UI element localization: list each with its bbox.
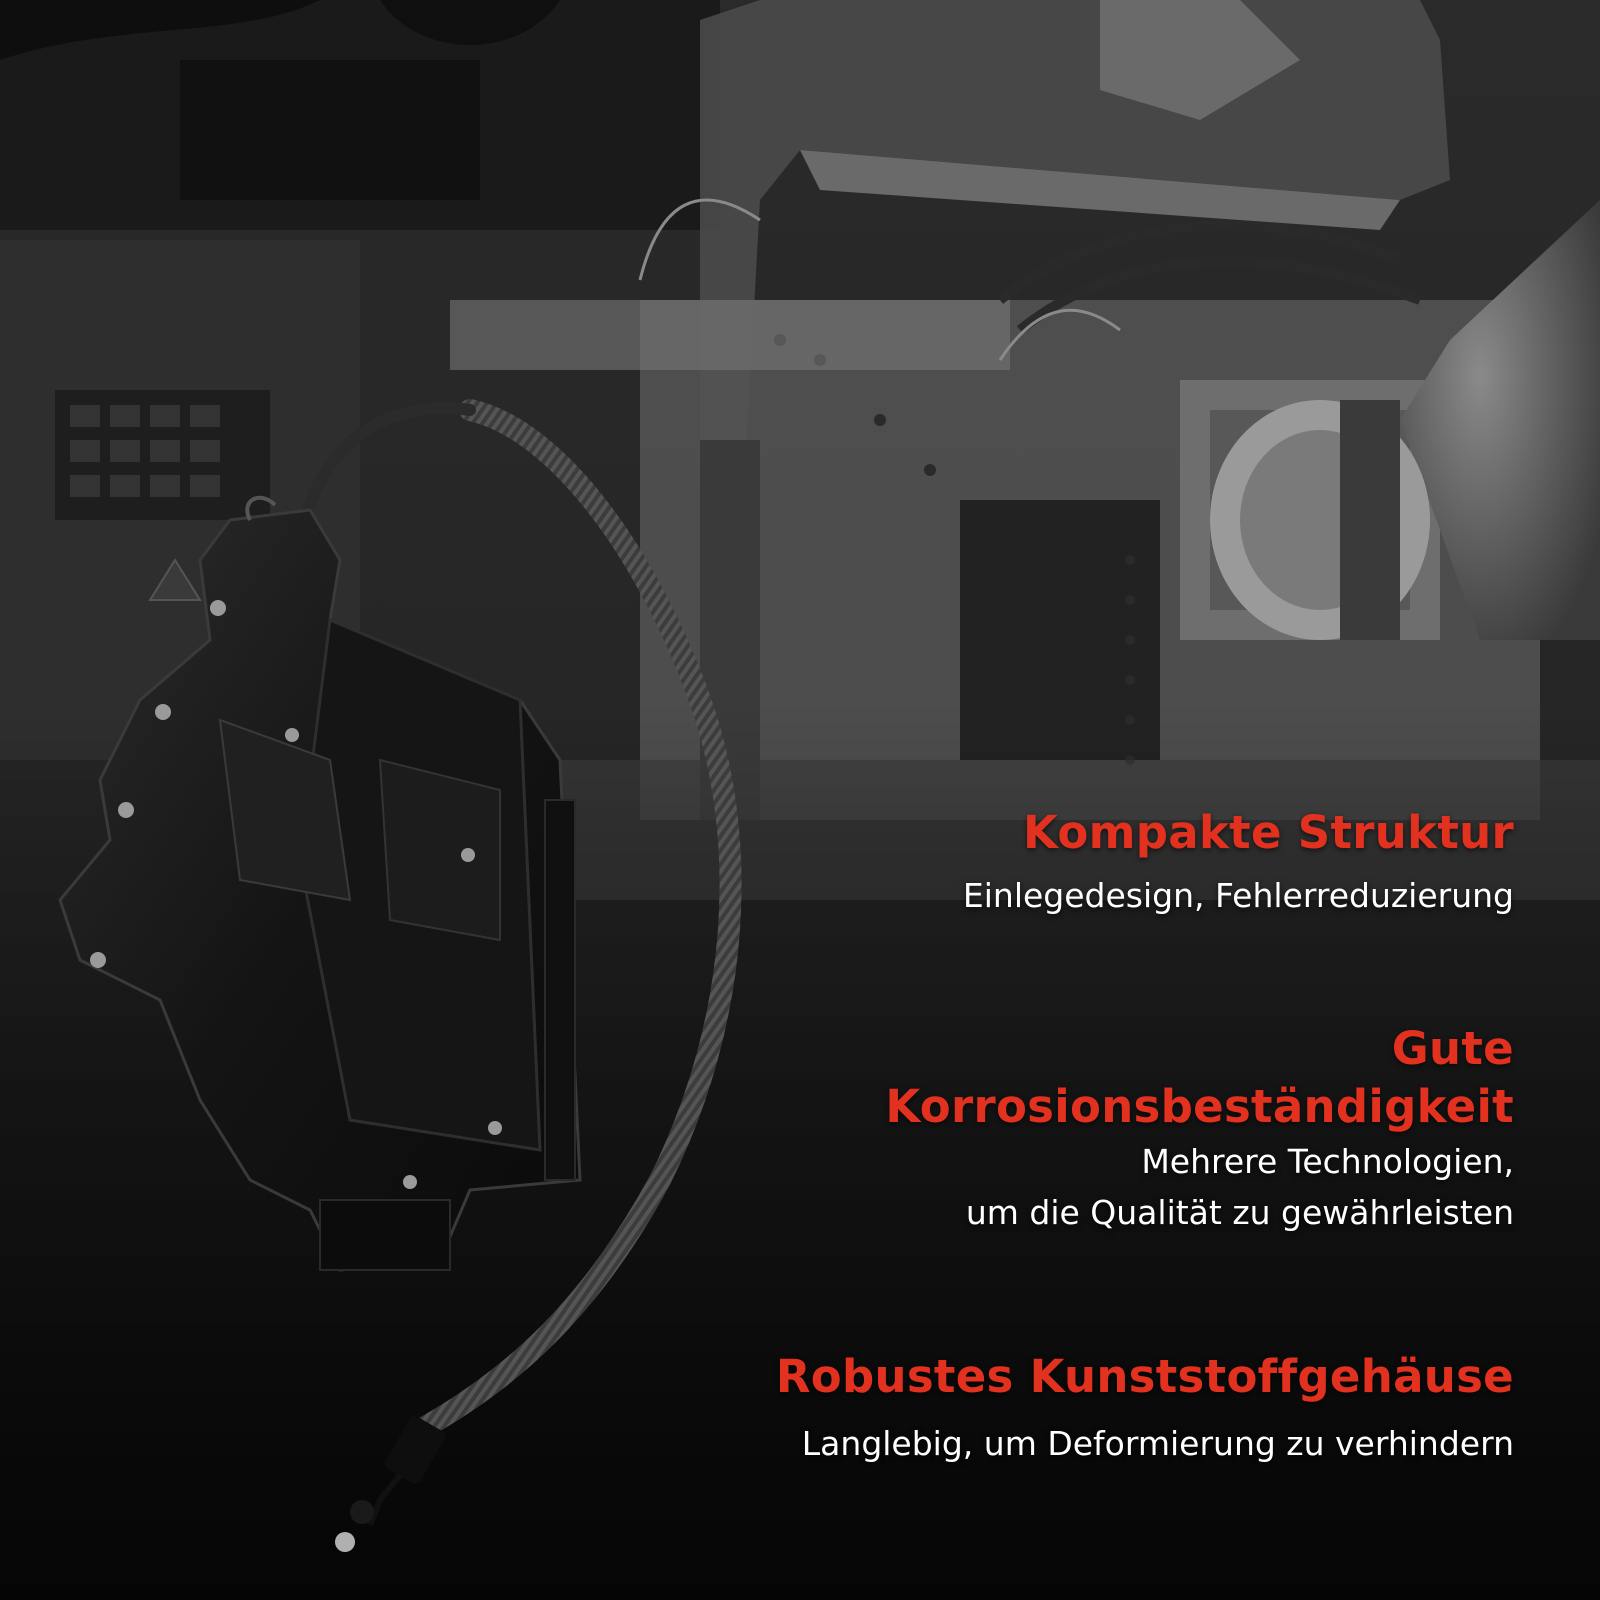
feature-title-line: Korrosionsbeständigkeit: [885, 1080, 1514, 1133]
feature-title-line: Kompakte Struktur: [1022, 806, 1514, 859]
feature-title: [963, 804, 1514, 862]
feature-subtitle-line: Mehrere Technologien,: [1141, 1142, 1514, 1181]
feature-subtitle: [885, 1136, 1514, 1238]
feature-title: [885, 1020, 1514, 1136]
feature-title: [776, 1348, 1514, 1406]
feature-title-line: Robustes Kunststoffgehäuse: [775, 1350, 1514, 1403]
feature-subtitle: [963, 870, 1514, 921]
feature-subtitle: [776, 1418, 1514, 1469]
feature-subtitle-line: um die Qualität zu gewährleisten: [965, 1193, 1514, 1232]
feature-corrosion-resistance: [885, 1020, 1514, 1238]
feature-compact-structure: [963, 804, 1514, 921]
feature-subtitle-line: Einlegedesign, Fehlerreduzierung: [962, 876, 1514, 915]
feature-robust-housing: [776, 1348, 1514, 1469]
feature-title-line: Gute: [1391, 1022, 1514, 1075]
feature-list: [614, 0, 1514, 1600]
feature-subtitle-line: Langlebig, um Deformierung zu verhindern: [801, 1424, 1514, 1463]
